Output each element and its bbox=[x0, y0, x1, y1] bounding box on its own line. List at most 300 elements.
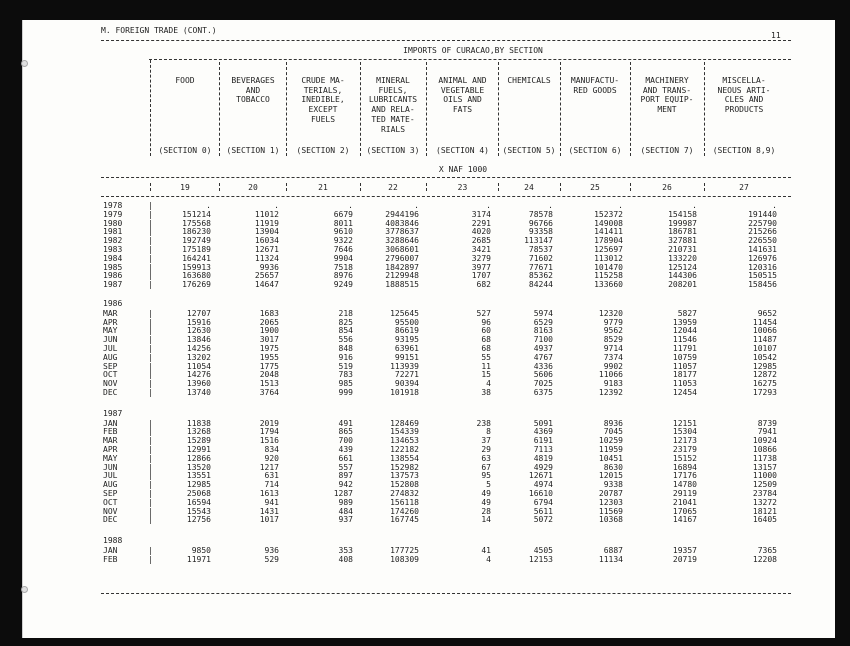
table-cell: 13959 bbox=[672, 317, 697, 327]
column-number: 24 bbox=[524, 183, 534, 192]
table-cell: 16034 bbox=[254, 236, 279, 246]
row-separator-mark: | bbox=[148, 445, 153, 454]
table-row bbox=[23, 236, 835, 245]
table-cell: 17293 bbox=[752, 388, 777, 397]
column-header-label: MINERAL FUELS, LUBRICANTS AND RELA- TED MATE- RIALS bbox=[368, 76, 418, 134]
table-cell: 158456 bbox=[748, 280, 777, 290]
table-cell: 11066 bbox=[598, 370, 623, 380]
table-cell: 14 bbox=[481, 515, 491, 525]
row-label: APR bbox=[103, 445, 118, 454]
table-row bbox=[23, 555, 835, 564]
table-cell: 10451 bbox=[598, 453, 623, 463]
table-cell: 2796007 bbox=[385, 253, 419, 263]
table-cell: 15152 bbox=[672, 453, 697, 463]
table-cell: 137573 bbox=[390, 471, 419, 481]
column-header-label: CHEMICALS bbox=[507, 76, 551, 85]
table-cell: 14780 bbox=[672, 480, 697, 490]
table-cell: 113939 bbox=[390, 361, 419, 371]
table-row bbox=[23, 344, 835, 353]
row-label: SEP bbox=[103, 489, 118, 498]
row-separator-mark: | bbox=[148, 506, 153, 516]
table-cell: 897 bbox=[338, 471, 353, 481]
table-cell: 8936 bbox=[603, 418, 623, 428]
table-cell: 226550 bbox=[748, 236, 777, 246]
row-label: 1978 bbox=[103, 201, 123, 210]
table-cell: 9249 bbox=[333, 280, 353, 290]
column-section-code: (SECTION 1) bbox=[226, 146, 280, 155]
table-cell: 115258 bbox=[594, 271, 623, 281]
table-cell: 15 bbox=[481, 370, 491, 380]
column-header-label: ANIMAL AND VEGETABLE OILS AND FATS bbox=[438, 76, 487, 115]
table-cell: 13846 bbox=[186, 335, 211, 345]
table-cell: 4937 bbox=[533, 344, 553, 353]
table-cell: 174260 bbox=[390, 506, 419, 516]
table-cell: 10066 bbox=[752, 326, 777, 336]
table-cell: 519 bbox=[338, 361, 353, 371]
column-number: 23 bbox=[457, 183, 468, 192]
table-cell: . bbox=[618, 201, 623, 210]
column-separator bbox=[360, 62, 361, 156]
table-cell: 101918 bbox=[390, 388, 419, 397]
table-cell: 11000 bbox=[752, 471, 777, 481]
table-cell: 154339 bbox=[390, 427, 419, 437]
table-cell: 78578 bbox=[528, 209, 553, 219]
table-row bbox=[23, 309, 835, 318]
table-cell: 6191 bbox=[533, 436, 553, 446]
row-separator-mark: | bbox=[148, 335, 153, 345]
table-cell: 67 bbox=[481, 462, 491, 472]
table-cell: 12707 bbox=[186, 308, 211, 318]
row-label: 1984 bbox=[103, 253, 123, 263]
table-cell: 63961 bbox=[394, 344, 419, 353]
table-cell: 12671 bbox=[254, 245, 279, 254]
row-separator-mark: | bbox=[148, 480, 153, 490]
row-label: NOV bbox=[103, 506, 118, 516]
table-cell: 238 bbox=[476, 418, 491, 428]
row-label: NOV bbox=[103, 379, 118, 389]
table-cell: 21041 bbox=[672, 497, 697, 507]
table-cell: 152372 bbox=[594, 209, 623, 219]
table-cell: 3288646 bbox=[385, 236, 419, 246]
row-separator-mark: | bbox=[148, 253, 153, 263]
table-cell: 3778637 bbox=[385, 227, 419, 237]
table-cell: 1707 bbox=[471, 271, 491, 281]
table-cell: 150515 bbox=[748, 271, 777, 281]
table-cell: 133660 bbox=[594, 280, 623, 290]
table-cell: 529 bbox=[264, 554, 279, 564]
table-cell: 191440 bbox=[748, 209, 777, 219]
table-cell: 15304 bbox=[672, 427, 697, 437]
table-cell: 6679 bbox=[333, 209, 353, 219]
table-cell: 491 bbox=[338, 418, 353, 428]
table-cell: 134653 bbox=[390, 436, 419, 446]
table-cell: 25657 bbox=[254, 271, 279, 281]
table-cell: 149008 bbox=[594, 218, 623, 228]
table-cell: 20719 bbox=[672, 554, 697, 564]
table-cell: 3017 bbox=[259, 335, 279, 345]
table-cell: . bbox=[274, 201, 279, 210]
column-number: 25 bbox=[590, 183, 600, 192]
table-cell: 13272 bbox=[752, 497, 777, 507]
column-separator bbox=[426, 62, 427, 156]
row-label: OCT bbox=[103, 370, 118, 380]
column-separator bbox=[560, 62, 561, 156]
table-cell: 4819 bbox=[533, 453, 553, 463]
table-cell: 1613 bbox=[259, 489, 279, 498]
row-separator-mark: | bbox=[148, 209, 153, 219]
row-label: MAR bbox=[103, 308, 118, 318]
table-cell: 12151 bbox=[672, 418, 697, 428]
column-separator bbox=[219, 62, 220, 156]
table-cell: 9562 bbox=[603, 326, 623, 336]
table-cell: 12208 bbox=[752, 554, 777, 564]
table-cell: 1516 bbox=[259, 436, 279, 446]
column-section-code: (SECTION 4) bbox=[436, 146, 489, 155]
table-cell: 154158 bbox=[668, 209, 697, 219]
table-cell: 1513 bbox=[259, 379, 279, 389]
table-cell: 18121 bbox=[752, 506, 777, 516]
table-cell: 15289 bbox=[186, 436, 211, 446]
table-cell: 16594 bbox=[186, 497, 211, 507]
column-header-label: CRUDE MA- TERIALS, INEDIBLE, EXCEPT FUELS bbox=[301, 76, 345, 124]
table-cell: 5 bbox=[486, 480, 491, 490]
table-cell: 15543 bbox=[186, 506, 211, 516]
table-row bbox=[23, 454, 835, 463]
table-cell: 8739 bbox=[757, 418, 777, 428]
table-row bbox=[23, 245, 835, 254]
table-row bbox=[23, 471, 835, 480]
row-separator-mark: | bbox=[148, 227, 153, 237]
table-cell: 941 bbox=[264, 497, 279, 507]
table-cell: . bbox=[548, 201, 553, 210]
table-cell: 178904 bbox=[594, 236, 623, 246]
number-separator bbox=[560, 183, 561, 191]
table-cell: 215266 bbox=[748, 227, 777, 237]
table-cell: 11546 bbox=[672, 335, 697, 345]
row-separator-mark: | bbox=[148, 379, 153, 389]
table-cell: 527 bbox=[476, 308, 491, 318]
row-label: DEC bbox=[103, 515, 118, 525]
table-cell: 14276 bbox=[186, 370, 211, 380]
table-cell: 5611 bbox=[533, 506, 553, 516]
table-cell: 23784 bbox=[752, 489, 777, 498]
row-separator-mark: | bbox=[148, 344, 153, 353]
table-cell: 682 bbox=[476, 280, 491, 290]
table-cell: 16894 bbox=[672, 462, 697, 472]
table-cell: 84244 bbox=[528, 280, 553, 290]
row-separator-mark: | bbox=[148, 352, 153, 362]
table-cell: 210731 bbox=[668, 245, 697, 254]
table-cell: 783 bbox=[338, 370, 353, 380]
row-label: AUG bbox=[103, 352, 118, 362]
table-cell: 916 bbox=[338, 352, 353, 362]
table-cell: 439 bbox=[338, 445, 353, 454]
table-cell: 1794 bbox=[259, 427, 279, 437]
column-separator bbox=[704, 62, 705, 156]
page-number: 11 bbox=[771, 31, 781, 40]
table-row bbox=[23, 379, 835, 388]
table-cell: 10866 bbox=[752, 445, 777, 454]
table-row bbox=[23, 254, 835, 263]
row-label: FEB bbox=[103, 554, 118, 564]
table-cell: 156118 bbox=[390, 497, 419, 507]
row-label: MAR bbox=[103, 436, 118, 446]
table-cell: 1287 bbox=[333, 489, 353, 498]
row-label: OCT bbox=[103, 497, 118, 507]
row-separator-mark: | bbox=[148, 427, 153, 437]
row-separator-mark: | bbox=[148, 262, 153, 272]
table-cell: 14167 bbox=[672, 515, 697, 525]
table-cell: 7100 bbox=[533, 335, 553, 345]
column-section-code: (SECTION 8,9) bbox=[712, 146, 776, 155]
table-cell: 4 bbox=[486, 379, 491, 389]
table-cell: 3764 bbox=[259, 388, 279, 397]
table-row bbox=[23, 219, 835, 228]
row-label: APR bbox=[103, 317, 118, 327]
column-section-code: (SECTION 0) bbox=[158, 146, 212, 155]
table-cell: 661 bbox=[338, 453, 353, 463]
table-cell: 95 bbox=[481, 471, 491, 481]
table-cell: 11487 bbox=[752, 335, 777, 345]
table-cell: 631 bbox=[264, 471, 279, 481]
column-section-code: (SECTION 5) bbox=[502, 146, 556, 155]
table-cell: . bbox=[692, 201, 697, 210]
row-separator-mark: | bbox=[148, 554, 153, 564]
table-cell: 11569 bbox=[598, 506, 623, 516]
table-cell: 108309 bbox=[390, 554, 419, 564]
row-label: AUG bbox=[103, 480, 118, 490]
table-cell: 9338 bbox=[603, 480, 623, 490]
table-cell: 18177 bbox=[672, 370, 697, 380]
table-cell: 8529 bbox=[603, 335, 623, 345]
table-cell: 13740 bbox=[186, 388, 211, 397]
column-separator bbox=[630, 62, 631, 156]
table-row bbox=[23, 201, 835, 210]
binder-hole-top bbox=[21, 60, 28, 67]
table-cell: 9936 bbox=[259, 262, 279, 272]
table-cell: 7025 bbox=[533, 379, 553, 389]
row-label: JAN bbox=[103, 418, 118, 428]
table-cell: 29119 bbox=[672, 489, 697, 498]
table-cell: 175189 bbox=[182, 245, 211, 254]
table-cell: 41 bbox=[481, 546, 491, 555]
table-cell: 68 bbox=[481, 335, 491, 345]
table-cell: 12630 bbox=[186, 326, 211, 336]
table-cell: 85362 bbox=[528, 271, 553, 281]
table-cell: 63 bbox=[481, 453, 491, 463]
row-separator-mark: | bbox=[148, 497, 153, 507]
rule-under-unit bbox=[101, 177, 791, 178]
table-cell: 920 bbox=[264, 453, 279, 463]
table-cell: 13520 bbox=[186, 462, 211, 472]
table-cell: 13268 bbox=[186, 427, 211, 437]
table-cell: 9904 bbox=[333, 253, 353, 263]
table-row bbox=[23, 507, 835, 516]
table-cell: 1975 bbox=[259, 344, 279, 353]
table-cell: 9902 bbox=[603, 361, 623, 371]
table-row bbox=[23, 463, 835, 472]
row-separator-mark: | bbox=[148, 462, 153, 472]
table-row bbox=[23, 210, 835, 219]
year-heading-row bbox=[23, 299, 835, 308]
row-separator-mark: | bbox=[148, 471, 153, 481]
table-cell: 714 bbox=[264, 480, 279, 490]
table-cell: 11057 bbox=[672, 361, 697, 371]
table-cell: 11738 bbox=[752, 453, 777, 463]
table-cell: 2944196 bbox=[385, 209, 419, 219]
table-cell: 985 bbox=[338, 379, 353, 389]
column-number: 26 bbox=[662, 183, 672, 192]
table-cell: 86619 bbox=[394, 326, 419, 336]
table-cell: 55 bbox=[481, 352, 491, 362]
table-cell: 12044 bbox=[672, 326, 697, 336]
column-separator bbox=[286, 62, 287, 156]
table-cell: 49 bbox=[481, 497, 491, 507]
table-cell: 327881 bbox=[668, 236, 697, 246]
table-cell: 11838 bbox=[186, 418, 211, 428]
number-separator bbox=[286, 183, 287, 191]
row-label: 1985 bbox=[103, 262, 123, 272]
table-cell: 20787 bbox=[598, 489, 623, 498]
row-separator-mark: | bbox=[148, 245, 153, 254]
table-cell: 6887 bbox=[603, 546, 623, 555]
table-cell: 989 bbox=[338, 497, 353, 507]
table-cell: 5827 bbox=[677, 308, 697, 318]
row-label: DEC bbox=[103, 388, 118, 397]
table-cell: 177725 bbox=[390, 546, 419, 555]
table-cell: 3174 bbox=[471, 209, 491, 219]
table-cell: . bbox=[414, 201, 419, 210]
row-separator-mark: | bbox=[148, 218, 153, 228]
table-cell: 11053 bbox=[672, 379, 697, 389]
table-cell: 186781 bbox=[668, 227, 697, 237]
table-row bbox=[23, 271, 835, 280]
table-cell: 2048 bbox=[259, 370, 279, 380]
column-separator bbox=[498, 62, 499, 156]
table-cell: 13202 bbox=[186, 352, 211, 362]
row-separator-mark: | bbox=[148, 317, 153, 327]
column-number: 21 bbox=[318, 183, 328, 192]
row-separator-mark: | bbox=[148, 418, 153, 428]
table-cell: 408 bbox=[338, 554, 353, 564]
table-row bbox=[23, 326, 835, 335]
column-number: 20 bbox=[248, 183, 258, 192]
table-cell: 13960 bbox=[186, 379, 211, 389]
table-cell: 77671 bbox=[528, 262, 553, 272]
column-number: 27 bbox=[739, 183, 749, 192]
table-cell: 133220 bbox=[668, 253, 697, 263]
table-cell: 72271 bbox=[394, 370, 419, 380]
table-cell: 834 bbox=[264, 445, 279, 454]
table-row bbox=[23, 263, 835, 272]
table-cell: 12153 bbox=[528, 554, 553, 564]
table-cell: 13551 bbox=[186, 471, 211, 481]
rule-under-numbers bbox=[101, 196, 791, 197]
table-cell: 125124 bbox=[668, 262, 697, 272]
table-cell: 141631 bbox=[748, 245, 777, 254]
table-cell: 10924 bbox=[752, 436, 777, 446]
table-row bbox=[23, 335, 835, 344]
table-cell: 12392 bbox=[598, 388, 623, 397]
table-cell: 90394 bbox=[394, 379, 419, 389]
table-cell: 163680 bbox=[182, 271, 211, 281]
table-cell: 225790 bbox=[748, 218, 777, 228]
table-cell: 848 bbox=[338, 344, 353, 353]
row-label: 1981 bbox=[103, 227, 123, 237]
row-separator-mark: | bbox=[148, 370, 153, 380]
table-cell: 7045 bbox=[603, 427, 623, 437]
table-cell: 186230 bbox=[182, 227, 211, 237]
table-cell: 152808 bbox=[390, 480, 419, 490]
table-cell: 865 bbox=[338, 427, 353, 437]
column-header-label: FOOD bbox=[175, 76, 195, 85]
table-cell: 700 bbox=[338, 436, 353, 446]
table-cell: 942 bbox=[338, 480, 353, 490]
table-cell: 274832 bbox=[390, 489, 419, 498]
table-row bbox=[23, 388, 835, 397]
table-cell: 11791 bbox=[672, 344, 697, 353]
table-row bbox=[23, 436, 835, 445]
table-cell: 9779 bbox=[603, 317, 623, 327]
row-separator-mark: | bbox=[148, 489, 153, 498]
table-cell: 484 bbox=[338, 506, 353, 516]
table-cell: 25068 bbox=[186, 489, 211, 498]
table-row bbox=[23, 480, 835, 489]
table-cell: 8630 bbox=[603, 462, 623, 472]
table-cell: 4929 bbox=[533, 462, 553, 472]
table-cell: 9850 bbox=[191, 546, 211, 555]
table-cell: 5072 bbox=[533, 515, 553, 525]
table-cell: 38 bbox=[481, 388, 491, 397]
row-separator-mark: | bbox=[148, 236, 153, 246]
row-separator-mark: | bbox=[148, 515, 153, 525]
table-cell: 1888515 bbox=[385, 280, 419, 290]
row-separator-mark: | bbox=[148, 436, 153, 446]
table-row bbox=[23, 445, 835, 454]
number-separator bbox=[498, 183, 499, 191]
number-separator bbox=[630, 183, 631, 191]
table-cell: 4974 bbox=[533, 480, 553, 490]
table-cell: 12872 bbox=[752, 370, 777, 380]
table-cell: 12985 bbox=[186, 480, 211, 490]
table-cell: 12756 bbox=[186, 515, 211, 525]
table-cell: 176269 bbox=[182, 280, 211, 290]
table-cell: 1900 bbox=[259, 326, 279, 336]
table-cell: 93195 bbox=[394, 335, 419, 345]
binder-hole-bottom bbox=[21, 586, 28, 593]
table-cell: 8 bbox=[486, 427, 491, 437]
column-section-code: (SECTION 7) bbox=[640, 146, 694, 155]
table-cell: 78537 bbox=[528, 245, 553, 254]
row-separator-mark: | bbox=[148, 271, 153, 281]
table-cell: 128469 bbox=[390, 418, 419, 428]
table-cell: 8976 bbox=[333, 271, 353, 281]
table-cell: 125645 bbox=[390, 308, 419, 318]
table-cell: 6794 bbox=[533, 497, 553, 507]
row-label: JUN bbox=[103, 462, 118, 472]
table-cell: 218 bbox=[338, 308, 353, 318]
row-label: 1979 bbox=[103, 209, 123, 219]
table-cell: 11012 bbox=[254, 209, 279, 219]
table-row bbox=[23, 489, 835, 498]
table-row bbox=[23, 353, 835, 362]
row-separator-mark: | bbox=[148, 308, 153, 318]
table-cell: 8011 bbox=[333, 218, 353, 228]
number-separator bbox=[360, 183, 361, 191]
table-cell: 854 bbox=[338, 326, 353, 336]
table-cell: 4767 bbox=[533, 352, 553, 362]
table-cell: 113147 bbox=[524, 236, 553, 246]
